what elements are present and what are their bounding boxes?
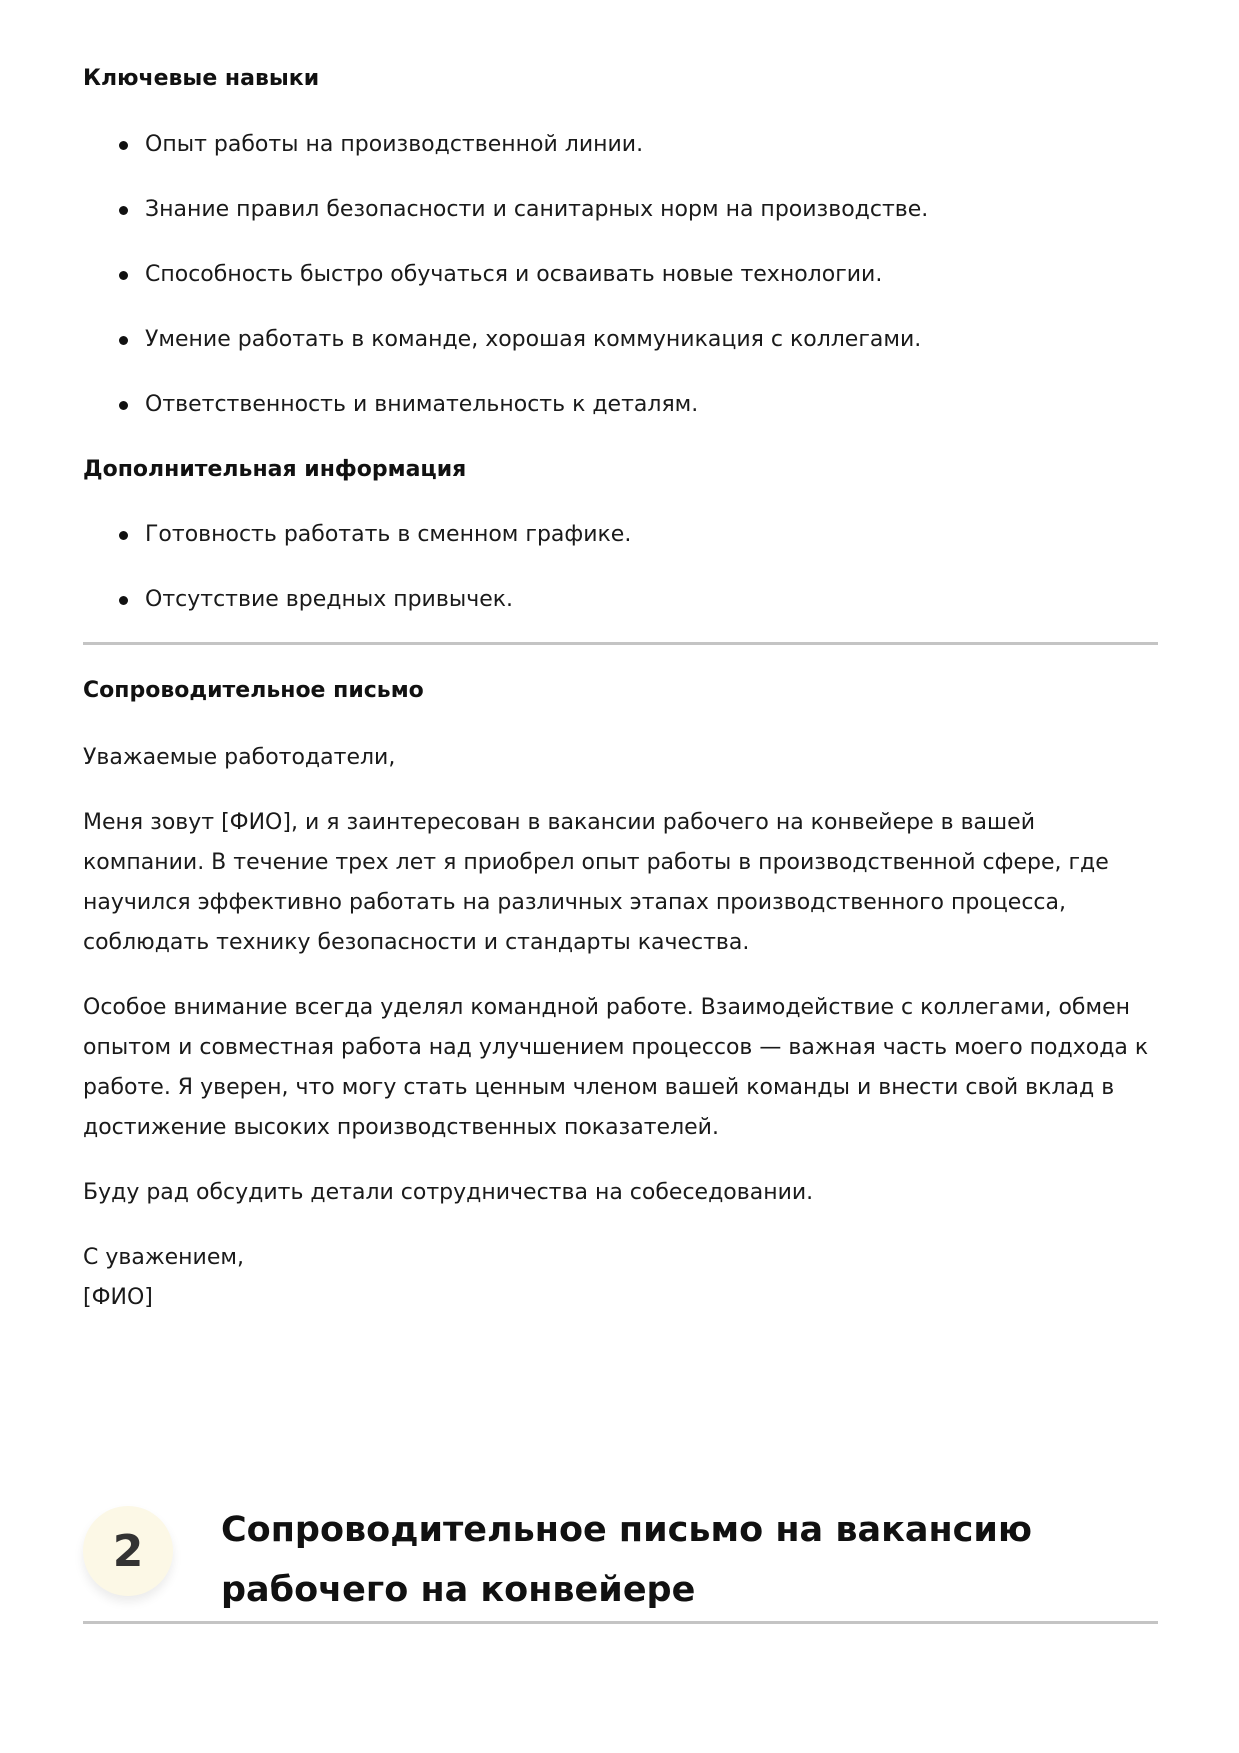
list-item: Опыт работы на производственной линии. [83,125,1163,190]
letter-paragraph-1: Меня зовут [ФИО], и я заинтересован в вакансии рабочего на конвейере в вашей компании. В течение трех лет я приобрел опыт работы в производственной сфере, где научился эффективно работать на различных этапах производственного процесса, соблюдать технику безопасности и стандарты качества. [83,810,1109,955]
list-item: Ответственность и внимательность к деталям. [83,385,1163,450]
divider [83,642,1158,645]
list-item: Знание правил безопасности и санитарных норм на производстве. [83,190,1163,255]
letter-greeting: Уважаемые работодатели, [83,745,396,770]
section-title: Сопроводительное письмо на вакансию рабочего на конвейере [221,1510,1032,1610]
list-item: Готовность работать в сменном графике. [83,515,1163,580]
skills-list [83,125,1163,450]
list-item: Умение работать в команде, хорошая коммуникация с коллегами. [83,320,1163,385]
letter-paragraph-2: Особое внимание всегда уделял командной работе. Взаимодействие с коллегами, обмен опытом и совместная работа над улучшением процессов — важная часть моего подхода к работе. Я уверен, что могу стать ценным членом вашей команды и внести свой вклад в достижение высоких производственных показателей. [83,995,1149,1140]
additional-heading: Дополнительная информация [83,457,467,482]
letter-paragraph-3: Буду рад обсудить детали сотрудничества на собеседовании. [83,1180,814,1205]
letter-closing: С уважением, [83,1245,244,1270]
list-item: Способность быстро обучаться и осваивать новые технологии. [83,255,1163,320]
additional-list [83,515,1163,645]
section-divider [83,1621,1158,1624]
section-header [83,1500,1158,1620]
list-item: Отсутствие вредных привычек. [83,580,1163,645]
letter-heading: Сопроводительное письмо [83,678,424,703]
skills-heading: Ключевые навыки [83,66,320,91]
letter-signature: [ФИО] [83,1285,153,1310]
section-number-badge: 2 [83,1506,173,1596]
